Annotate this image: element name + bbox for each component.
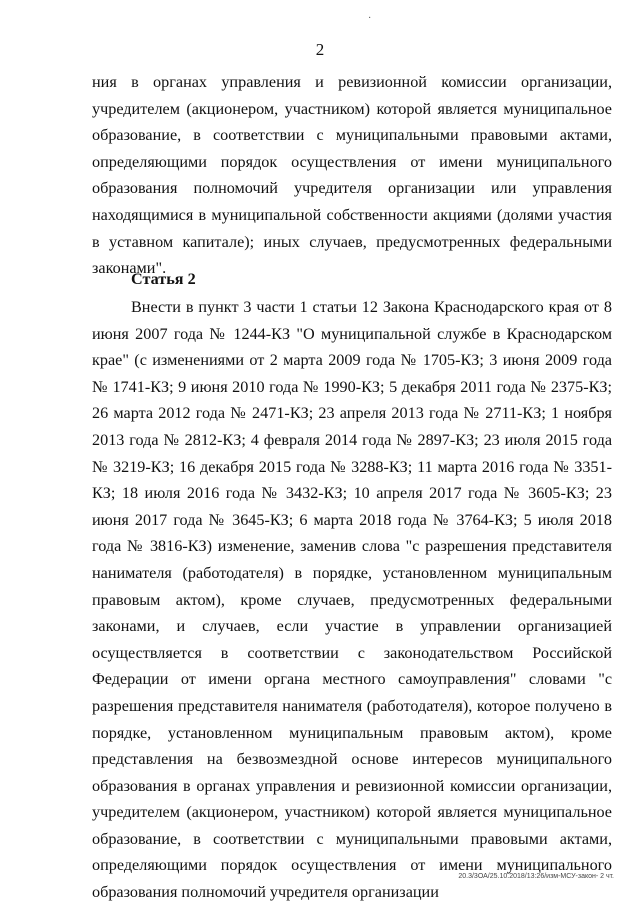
top-mark: · xyxy=(368,13,372,24)
page-number: 2 xyxy=(315,40,325,59)
footer-code: 20.3/3ОА/25.10.2018/13:26/изм-МСУ-закон- 2 чт. xyxy=(458,873,614,880)
article-body xyxy=(92,294,612,906)
continued-paragraph: ния в органах управления и ревизионной комиссии организации, учредителем (акционером, участником) которой является муниципальное образование, в соответствии с муниципальными правовыми актами, определяющими порядок осуществления от имени муниципального образования полномочий учредителя организации или управления находящимися в муниципальной собственности акциями (долями участия в уставном капитале); иных случаев, предусмотренных федеральными законами". xyxy=(92,73,612,278)
article-paragraph: Внести в пункт 3 части 1 статьи 12 Закона Краснодарского края от 8 июня 2007 года № 1244-КЗ "О муниципальной службе в Краснодарском крае" (с изменениями от 2 марта 2009 года № 1705-КЗ; 3 июня 2009 года № 1741-КЗ; 9 июня 2010 года № 1990-КЗ; 5 декабря 2011 года № 2375-КЗ; 26 марта 2012 года № 2471-КЗ; 23 апреля 2013 года № 2711-КЗ; 1 ноября 2013 года № 2812-КЗ; 4 февраля 2014 года № 2897-КЗ; 23 июля 2015 года № 3219-КЗ; 16 декабря 2015 года № 3288-КЗ; 11 марта 2016 года № 3351-КЗ; 18 июля 2016 года № 3432-КЗ; 10 апреля 2017 года № 3605-КЗ; 23 июня 2017 года № 3645-КЗ; 6 марта 2018 года № 3764-КЗ; 5 июля 2018 года № 3816-КЗ) изменение, заменив слова "с разрешения представителя нанимателя (работодателя) в порядке, установленном муниципальным правовым актом), кроме случаев, предусмотренных федеральными законами, и случаев, если участие в управлении организацией осуществляется в соответствии с законодательством Российской Федерации от имени органа местного самоуправления" словами "с разрешения представителя нанимателя (работодателя), которое получено в порядке, установленном муниципальным правовым актом), кроме представления на безвозмездной основе интересов муниципального образования в органах управления и ревизионной комиссии организации, учредителем (акционером, участником) которой является муниципальное образование, в соответствии с муниципальными правовыми актами, определяющими порядок осуществления от имени муниципального образования полномочий учредителя организации xyxy=(92,298,612,902)
article-heading: Статья 2 xyxy=(131,270,196,288)
continued-paragraph-block xyxy=(92,69,612,282)
